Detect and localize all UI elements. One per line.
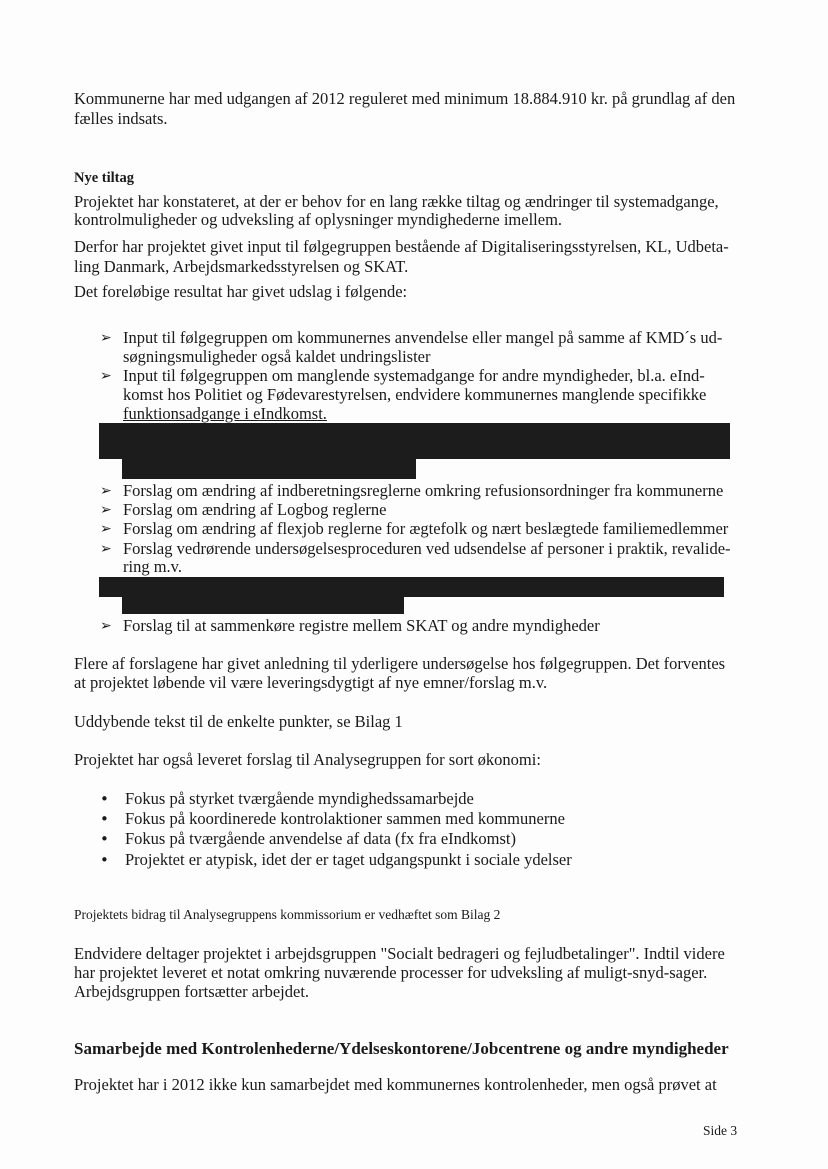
list-item: Forslag om ændring af Logbog reglerne xyxy=(123,500,387,519)
list-item-cont: søgningsmuligheder også kaldet undringslister xyxy=(123,347,431,366)
list-item: Input til følgegruppen om kommunernes anvendelse eller mangel på samme af KMD´s ud- xyxy=(123,328,723,347)
dot-bullet-icon: • xyxy=(100,790,109,808)
redaction-bar xyxy=(122,594,404,614)
paragraph-flere-line-1: Flere af forslagene har givet anledning til yderligere undersøgelse hos følgegruppen. Det forventes xyxy=(74,654,726,673)
section-heading-samarbejde: Samarbejde med Kontrolenhederne/Ydelseskontorene/Jobcentrene og andre myndigheder xyxy=(74,1039,729,1058)
paragraph-analysegruppe: Projektet har også leveret forslag til Analysegruppen for sort økonomi: xyxy=(74,750,541,769)
list-item-cont: ring m.v. xyxy=(123,557,182,576)
redaction-bar xyxy=(122,457,416,479)
redaction-bar xyxy=(99,423,730,459)
paragraph-flere-line-2: at projektet løbende vil være leveringsdygtigt af nye emner/forslag m.v. xyxy=(74,673,548,692)
list-item-cont: komst hos Politiet og Fødevarestyrelsen, endvidere kommunernes manglende specifikke xyxy=(123,385,707,404)
nye-tiltag-p1-line-1: Projektet har konstateret, at der er behov for en lang række tiltag og ændringer til systemadgange, xyxy=(74,192,719,211)
section-heading-nye-tiltag: Nye tiltag xyxy=(74,170,134,186)
list-item: Fokus på koordinerede kontrolaktioner sammen med kommunerne xyxy=(125,809,565,828)
nye-tiltag-p2-line-2: ling Danmark, Arbejdsmarkedsstyrelsen og SKAT. xyxy=(74,257,409,276)
dot-bullet-icon: • xyxy=(100,851,109,869)
intro-line-2: fælles indsats. xyxy=(74,109,168,128)
paragraph-uddybende: Uddybende tekst til de enkelte punkter, se Bilag 1 xyxy=(74,712,403,731)
list-item: Fokus på styrket tværgående myndighedssamarbejde xyxy=(125,789,474,808)
nye-tiltag-p2-line-1: Derfor har projektet givet input til følgegruppen bestående af Digitaliseringsstyrelsen, KL, Udbeta- xyxy=(74,237,729,256)
list-item: Forslag om ændring af indberetningsreglerne omkring refusionsordninger fra kommunerne xyxy=(123,481,724,500)
dot-bullet-icon: • xyxy=(100,810,109,828)
arrow-bullet-icon: ➢ xyxy=(100,368,112,384)
intro-line-1: Kommunerne har med udgangen af 2012 reguleret med minimum 18.884.910 kr. på grundlag af den xyxy=(74,89,736,108)
list-item: Forslag til at sammenkøre registre mellem SKAT og andre myndigheder xyxy=(123,616,600,635)
dot-bullet-icon: • xyxy=(100,830,109,848)
nye-tiltag-p3: Det foreløbige resultat har givet udslag i følgende: xyxy=(74,282,408,301)
paragraph-samarbejde-line-1: Projektet har i 2012 ikke kun samarbejdet med kommunernes kontrolenheder, men også prøvet at xyxy=(74,1075,717,1094)
page-number: Side 3 xyxy=(703,1123,738,1138)
paragraph-bidrag: Projektets bidrag til Analysegruppens kommissorium er vedhæftet som Bilag 2 xyxy=(74,907,501,922)
list-item: Forslag om ændring af flexjob reglerne for ægtefolk og nært beslægtede familiemedlemmer xyxy=(123,519,729,538)
list-item: Projektet er atypisk, idet der er taget udgangspunkt i sociale ydelser xyxy=(125,850,572,869)
arrow-bullet-icon: ➢ xyxy=(100,541,112,557)
arrow-bullet-icon: ➢ xyxy=(100,483,112,499)
paragraph-endvidere-line-1: Endvidere deltager projektet i arbejdsgruppen "Socialt bedrageri og fejludbetalinger". Indtil videre xyxy=(74,944,725,963)
list-item: Input til følgegruppen om manglende systemadgange for andre myndigheder, bl.a. eInd- xyxy=(123,366,705,385)
list-item: Forslag vedrørende undersøgelsesproceduren ved udsendelse af personer i praktik, revalide- xyxy=(123,539,731,558)
arrow-bullet-icon: ➢ xyxy=(100,502,112,518)
arrow-bullet-icon: ➢ xyxy=(100,330,112,346)
paragraph-endvidere-line-3: Arbejdsgruppen fortsætter arbejdet. xyxy=(74,982,310,1001)
arrow-bullet-icon: ➢ xyxy=(100,521,112,537)
list-item: Fokus på tværgående anvendelse af data (fx fra eIndkomst) xyxy=(125,829,516,848)
arrow-bullet-icon: ➢ xyxy=(100,618,112,634)
nye-tiltag-p1-line-2: kontrolmuligheder og udveksling af oplysninger myndighederne imellem. xyxy=(74,210,563,229)
list-item-cont: funktionsadgange i eIndkomst. xyxy=(123,404,327,423)
paragraph-endvidere-line-2: har projektet leveret et notat omkring nuværende processer for udveksling af muligt-snyd-sager. xyxy=(74,963,708,982)
